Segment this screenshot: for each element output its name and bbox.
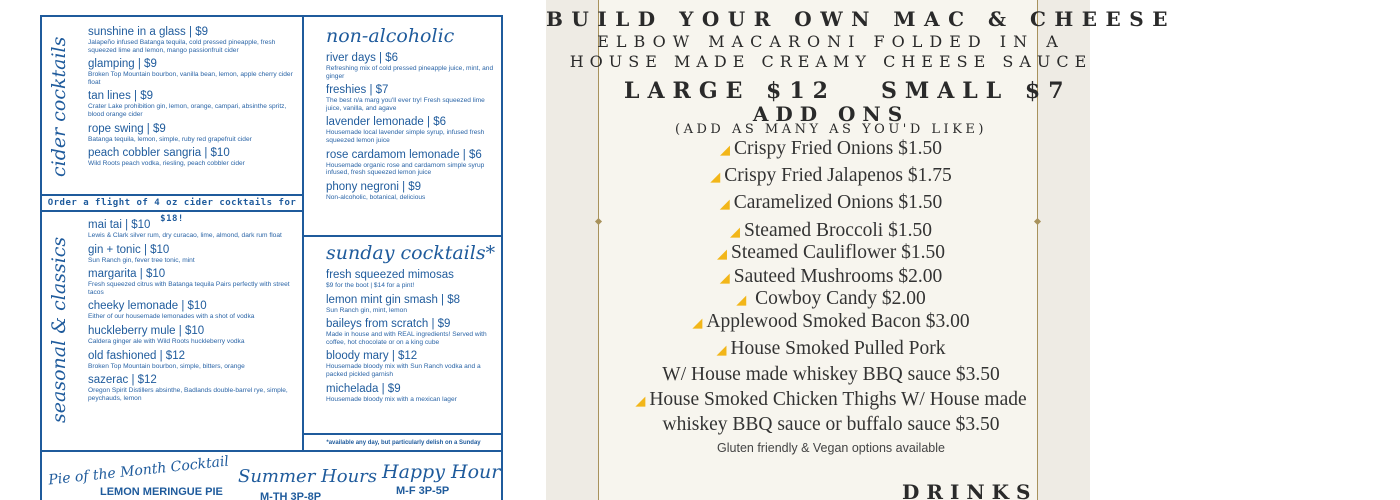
menu-item: fresh squeezed mimosas $9 for the boot | $14 for a pint! [326,269,454,289]
add-on-item: ◢ Cowboy Candy $2.00 [736,288,926,309]
sunday-cocktails-section [326,242,498,407]
size-large-price: LARGE $12 [624,78,836,104]
non-alcoholic-title: non-alcoholic [326,25,455,47]
sunday-divider [303,235,503,237]
menu-item: bloody mary | $12 Housemade bloody mix with Sun Ranch vodka and a packed pickled garnish [326,350,481,378]
seasonal-classics-list [88,219,298,406]
add-on-item: ◢ Steamed Cauliflower $1.50 [717,242,945,263]
add-on-item: ◢ Caramelized Onions $1.50 [719,192,943,213]
menu-item: margarita | $10 Fresh squeezed citrus with Batanga tequila Pairs perfectly with street tacos [88,268,290,296]
menu-item: lavender lemonade | $6 Housemade local lavender simple syrup, infused fresh squeezed lemon juice [326,116,485,144]
add-on-item-continued: W/ House made whiskey BBQ sauce $3.50 [662,364,1000,385]
flight-banner: Order a flight of 4 oz cider cocktails for $18! [47,198,297,224]
menu-item: glamping | $9 Broken Top Mountain bourbon, vanilla bean, lemon, apple cherry cider float [88,58,293,86]
menu-item: phony negroni | $9 Non-alcoholic, botanical, delicious [326,180,426,201]
menu-item: sazerac | $12 Oregon Spirit Distillers absinthe, Badlands double-barrel rye, simple, peychauds, lemon [88,374,288,402]
cider-cocktails-list [88,26,298,172]
cheese-wedge-icon: ◢ [635,394,646,409]
menu-item: tan lines | $9 Crater Lake prohibition gin, lemon, orange, campari, absinthe spritz, blood orange cider [88,90,287,118]
add-on-item: ◢ Sauteed Mushrooms $2.00 [719,266,943,287]
menu-item: old fashioned | $12 Broken Top Mountain bourbon, simple, bitters, orange [88,349,245,370]
menu-item: cheeky lemonade | $10 Either of our housemade lemonades with a shot of vodka [88,300,255,321]
menu-item: baileys from scratch | $9 Made in house and with REAL ingredients! Served with coffee, hot chocolate or on a king cube [326,318,487,346]
summer-hours-time: M-TH 3P-8P [260,491,322,500]
pie-of-month-name: LEMON MERINGUE PIE [100,486,223,498]
cheese-wedge-icon: ◢ [719,271,730,286]
happy-hour-title: Happy Hour [382,461,501,483]
add-on-item: ◢ House Smoked Chicken Thighs W/ House made [635,389,1027,410]
cheese-wedge-icon: ◢ [730,225,741,240]
dietary-note: Gluten friendly & Vegan options available [717,441,945,455]
side-label-cider: cider cocktails [48,36,70,178]
add-on-item-continued: whiskey BBQ sauce or buffalo sauce $3.50 [662,414,1000,435]
menu-title: BUILD YOUR OWN MAC & CHEESE [546,7,1176,31]
footnote-divider [303,433,503,435]
cheese-wedge-icon: ◢ [719,143,730,158]
column-divider [302,17,304,451]
add-ons-title: ADD ONS [752,102,910,126]
add-on-item: ◢ Crispy Fried Onions $1.50 [719,138,942,159]
summer-hours-title: Summer Hours [238,466,378,487]
menu-item: huckleberry mule | $10 Caldera ginger ale with Wild Roots huckleberry vodka [88,324,245,345]
menu-item: river days | $6 Refreshing mix of cold pressed pineapple juice, mint, and ginger [326,52,494,80]
cheese-wedge-icon: ◢ [717,247,728,262]
mac-cheese-menu-panel [546,0,1176,500]
menu-item: peach cobbler sangria | $10 Wild Roots peach vodka, riesling, peach cobbler cider [88,147,245,168]
add-ons-subtitle: (ADD AS MANY AS YOU'D LIKE) [675,122,987,137]
sunday-footnote: *available any day, but particularly delish on a Sunday [326,440,481,446]
menu-item: gin + tonic | $10 Sun Ranch gin, fever tree tonic, mint [88,243,195,264]
cheese-wedge-icon: ◢ [719,197,730,212]
add-on-item: ◢ Steamed Broccoli $1.50 [730,220,932,241]
menu-item: rose cardamom lemonade | $6 Housemade organic rose and cardamom simple syrup infused, fresh squeezed lemon juice [326,148,485,177]
menu-item: sunshine in a glass | $9 Jalapeño infused Batanga tequila, cold pressed pineapple, fresh squeezed lime and lemon, mango passionfruit cider [88,26,276,54]
menu-item: rope swing | $9 Batanga tequila, lemon, simple, ruby red grapefruit cider [88,122,252,143]
cocktail-menu-panel [40,15,503,500]
menu-item: freshies | $7 The best n/a marg you'll ever try! Fresh squeezed lime juice, vanilla, and agave [326,84,485,112]
cheese-wedge-icon: ◢ [692,316,703,331]
menu-subtitle-2: HOUSE MADE CREAMY CHEESE SAUCE [569,52,1093,71]
size-small-price: SMALL $7 [881,78,1072,104]
non-alcoholic-section [326,25,498,205]
menu-subtitle-1: ELBOW MACARONI FOLDED IN A [597,32,1065,51]
pie-of-month-title: Pie of the Month Cocktail [47,453,230,489]
sunday-cocktails-title: sunday cocktails* [326,242,496,264]
drinks-title: DRINKS [902,480,1038,500]
cheese-wedge-icon: ◢ [736,293,747,308]
cheese-wedge-icon: ◢ [716,343,727,358]
add-on-item: ◢ Applewood Smoked Bacon $3.00 [692,311,970,332]
menu-item: michelada | $9 Housemade bloody mix with a mexican lager [326,382,457,403]
side-label-seasonal: seasonal & classics [48,236,70,423]
menu-item: lemon mint gin smash | $8 Sun Ranch gin, mint, lemon [326,293,461,314]
add-on-item: ◢ House Smoked Pulled Pork [716,338,946,359]
add-on-item: ◢ Crispy Fried Jalapenos $1.75 [710,165,952,186]
menu-item: mai tai | $10 Lewis & Clark silver rum, dry curacao, lime, almond, dark rum float [88,219,282,239]
cheese-wedge-icon: ◢ [710,170,721,185]
happy-hour-time: M-F 3P-5P [396,485,450,497]
